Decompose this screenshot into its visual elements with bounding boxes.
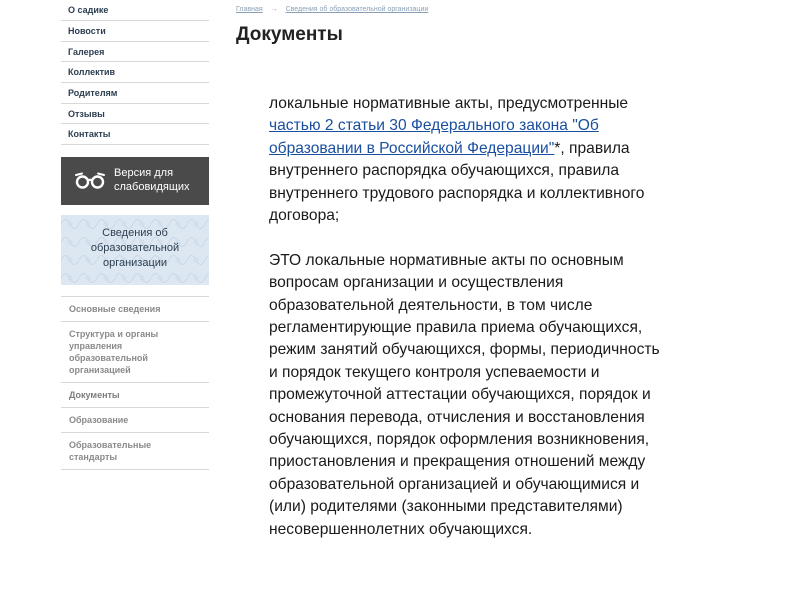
- text-line: образовательной организацией и обучающимися и: [269, 475, 640, 493]
- sub-nav-label: стандарты: [69, 452, 118, 462]
- breadcrumb: [236, 6, 428, 13]
- breadcrumb-current-link[interactable]: Сведения об образовательной организации: [285, 6, 429, 13]
- nav-item-news[interactable]: Новости: [61, 21, 209, 42]
- sub-nav-education[interactable]: [61, 408, 209, 433]
- sub-nav-label: организацией: [69, 365, 131, 375]
- federal-law-link[interactable]: частью 2 статьи 30 Федерального закона "Об: [269, 117, 599, 135]
- nav-item-parents[interactable]: Родителям: [61, 83, 209, 104]
- text-line: обучающихся, порядок оформления возникновения,: [269, 431, 650, 449]
- text-line: внутреннего трудового распорядка и коллективного: [269, 184, 645, 202]
- education-info-banner[interactable]: [61, 215, 209, 285]
- nav-item-reviews[interactable]: Отзывы: [61, 104, 209, 125]
- text-line: регламентирующие правила приема обучающихся,: [269, 319, 643, 337]
- sub-nav-standards[interactable]: [61, 433, 209, 470]
- sub-nav-label: управления: [69, 341, 123, 351]
- text-line: локальные нормативные акты, предусмотренные: [269, 95, 629, 112]
- text-line: основания перевода, отчисления и восстановления: [269, 408, 645, 426]
- text-line: ЭТО локальные нормативные акты по основным: [269, 251, 624, 269]
- education-sub-nav: [61, 296, 209, 470]
- text-line: (или) родителями (законными представителями): [269, 498, 623, 516]
- sub-nav-label: Документы: [69, 390, 120, 400]
- sub-nav-basic-info[interactable]: [61, 297, 209, 322]
- text-line: несовершеннолетних обучающихся.: [269, 520, 533, 538]
- education-info-line2: образовательной: [90, 242, 180, 254]
- document-content: [269, 93, 774, 541]
- text-line: вопросам организации и осуществления: [269, 274, 564, 292]
- sub-nav-label: образовательной: [69, 353, 148, 363]
- low-vision-version-button[interactable]: [61, 157, 209, 205]
- content-paragraph-2: [269, 250, 774, 541]
- breadcrumb-separator: →: [270, 6, 278, 13]
- sub-nav-label: Образование: [69, 415, 129, 425]
- main-nav: [61, 0, 209, 145]
- text-line: образовательной деятельности, в том числе: [269, 296, 593, 314]
- federal-law-link-cont[interactable]: образовании в Российской Федерации": [269, 139, 555, 157]
- education-info-line1: Сведения об: [102, 227, 168, 239]
- sidebar: [61, 0, 209, 462]
- text-line: внутреннего распорядка обучающихся, правила: [269, 162, 620, 180]
- low-vision-label: [114, 166, 206, 194]
- text-line: промежуточной аттестации обучающихся, порядок и: [269, 386, 651, 404]
- text-fragment: *, правила: [554, 139, 630, 157]
- sub-nav-label: Образовательные: [69, 440, 152, 450]
- nav-item-staff[interactable]: Коллектив: [61, 62, 209, 83]
- nav-item-about[interactable]: О садике: [61, 0, 209, 21]
- sub-nav-documents[interactable]: [61, 383, 209, 408]
- text-line: приостановления и прекращения отношений между: [269, 453, 646, 471]
- nav-item-contacts[interactable]: Контакты: [61, 124, 209, 145]
- text-line: режим занятий обучающихся, формы, периодичность: [269, 341, 660, 359]
- education-info-line3: организации: [102, 257, 168, 269]
- content-paragraph-1: [269, 93, 774, 227]
- sub-nav-structure[interactable]: [61, 322, 209, 383]
- text-line: [269, 115, 774, 137]
- breadcrumb-home-link[interactable]: Главная: [236, 6, 263, 13]
- education-info-label: [61, 226, 209, 271]
- text-line: и порядок текущего контроля успеваемости и: [269, 363, 600, 381]
- low-vision-label-line1: Версия для: [114, 167, 174, 179]
- text-line: [269, 138, 774, 160]
- low-vision-label-line2: слабовидящих: [114, 181, 190, 193]
- text-line: договора;: [269, 207, 340, 225]
- nav-item-gallery[interactable]: Галерея: [61, 42, 209, 63]
- sub-nav-label: Структура и органы: [69, 329, 159, 339]
- sub-nav-label: Основные сведения: [69, 304, 161, 314]
- page-title: Документы: [236, 24, 343, 45]
- glasses-icon: [74, 172, 106, 190]
